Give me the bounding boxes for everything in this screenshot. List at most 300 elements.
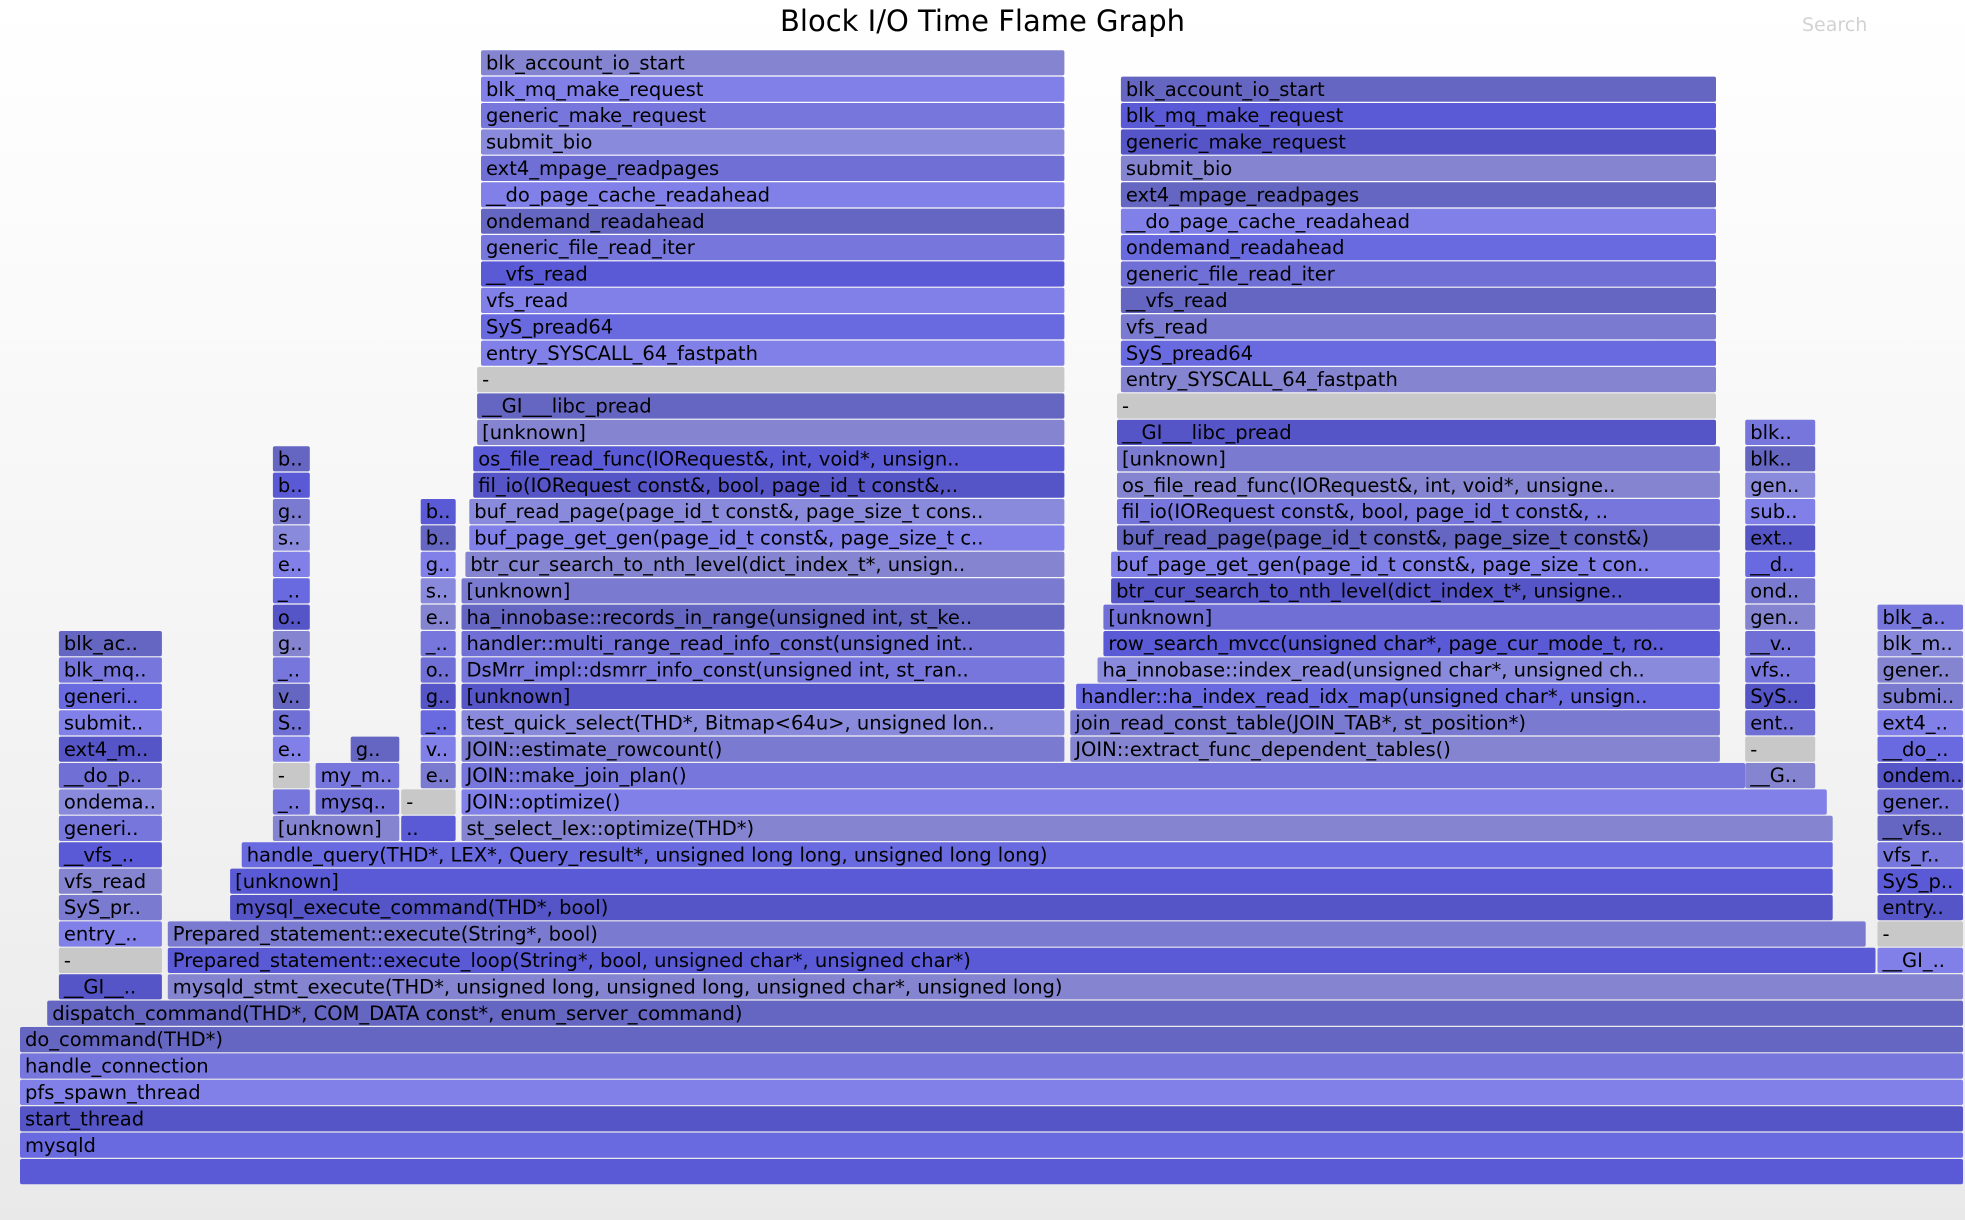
frame-label: handler::multi_range_read_info_const(unsigned int..: [466, 632, 974, 656]
frame-rect[interactable]: [1121, 103, 1716, 128]
frame-25[interactable]: [469, 499, 1064, 524]
frame-16[interactable]: [462, 737, 1065, 762]
frame-rect[interactable]: [421, 499, 456, 524]
frame-rect[interactable]: [1111, 552, 1720, 577]
frame-134[interactable]: [1878, 789, 1964, 814]
frame-67[interactable]: [1121, 103, 1716, 128]
frame-87[interactable]: [273, 710, 310, 735]
frame-rect[interactable]: [1098, 657, 1720, 682]
frame-23[interactable]: [465, 552, 1064, 577]
frame-rect[interactable]: [1121, 367, 1716, 392]
frame-131[interactable]: [1878, 869, 1964, 894]
frame-rect[interactable]: [20, 1159, 1963, 1184]
frame-22[interactable]: [462, 578, 1065, 603]
frame-rect[interactable]: [59, 684, 162, 709]
frame-rect[interactable]: [473, 473, 1064, 498]
frame-rect[interactable]: [168, 921, 1866, 946]
frame-rect[interactable]: [1121, 261, 1716, 286]
frame-61[interactable]: [1121, 261, 1716, 286]
frame-9[interactable]: [168, 921, 1866, 946]
frame-rect[interactable]: [59, 710, 162, 735]
frame-rect[interactable]: [462, 605, 1065, 630]
frame-rect[interactable]: [273, 737, 310, 762]
frame-115[interactable]: [1745, 657, 1815, 682]
frame-0[interactable]: [20, 1159, 1963, 1184]
frame-34[interactable]: [481, 261, 1064, 286]
frame-rect[interactable]: [1117, 473, 1720, 498]
frame-83[interactable]: [273, 816, 399, 841]
frame-rect[interactable]: [273, 789, 310, 814]
frame-rect[interactable]: [273, 631, 310, 656]
frame-31[interactable]: [481, 341, 1064, 366]
frame-rect[interactable]: [481, 209, 1064, 234]
frame-rect[interactable]: [1121, 182, 1716, 207]
frame-rect[interactable]: [481, 314, 1064, 339]
frame-91[interactable]: [273, 605, 310, 630]
frame-107[interactable]: [421, 657, 456, 682]
frame-label: ondema..: [63, 790, 156, 814]
frame-rect[interactable]: [1111, 578, 1720, 603]
frame-rect[interactable]: [273, 473, 310, 498]
frame-78[interactable]: [59, 737, 162, 762]
frame-rect[interactable]: [481, 103, 1064, 128]
frame-103[interactable]: [421, 763, 456, 788]
frame-141[interactable]: [1878, 605, 1964, 630]
frame-52[interactable]: [1117, 499, 1720, 524]
frame-70[interactable]: [59, 948, 162, 973]
frame-rect[interactable]: [1878, 631, 1964, 656]
frame-rect[interactable]: [1878, 921, 1964, 946]
frame-68[interactable]: [1121, 77, 1716, 102]
frame-rect[interactable]: [1878, 605, 1964, 630]
frame-rect[interactable]: [273, 657, 310, 682]
frame-rect[interactable]: [1745, 446, 1815, 471]
frame-rect[interactable]: [316, 789, 400, 814]
frame-rect[interactable]: [59, 974, 162, 999]
frame-label: btr_cur_search_to_nth_level(dict_index_t*, unsign..: [470, 553, 966, 576]
frame-126[interactable]: [1745, 737, 1815, 762]
frame-97[interactable]: [273, 446, 310, 471]
frame-96[interactable]: [273, 473, 310, 498]
frame-79[interactable]: [59, 710, 162, 735]
frame-rect[interactable]: [1070, 710, 1720, 735]
frame-rect[interactable]: [481, 156, 1064, 181]
frame-80[interactable]: [59, 684, 162, 709]
frame-98[interactable]: [316, 789, 400, 814]
frame-15[interactable]: [462, 763, 1746, 788]
frame-125[interactable]: [1745, 710, 1815, 735]
frame-122[interactable]: [1745, 473, 1815, 498]
frame-71[interactable]: [59, 921, 162, 946]
frame-rect[interactable]: [242, 842, 1833, 867]
frame-29[interactable]: [477, 393, 1064, 418]
frame-rect[interactable]: [465, 552, 1064, 577]
frame-rect[interactable]: [1745, 420, 1815, 445]
frame-rect[interactable]: [401, 789, 455, 814]
frame-49[interactable]: [1111, 578, 1720, 603]
frame-124[interactable]: [1745, 420, 1815, 445]
frame-rect[interactable]: [469, 525, 1064, 550]
frame-rect[interactable]: [462, 710, 1065, 735]
frame-136[interactable]: [1878, 737, 1964, 762]
search-button[interactable]: Search: [1802, 14, 1868, 36]
frame-rect[interactable]: [1745, 763, 1815, 788]
frame-label: S..: [277, 711, 303, 735]
frame-rect[interactable]: [481, 288, 1064, 313]
frame-44[interactable]: [1070, 710, 1720, 735]
frame-58[interactable]: [1121, 341, 1716, 366]
frame-7[interactable]: [168, 974, 1963, 999]
frame-rect[interactable]: [59, 948, 162, 973]
frame-rect[interactable]: [1878, 763, 1964, 788]
frame-rect[interactable]: [481, 182, 1064, 207]
frame-rect[interactable]: [1103, 631, 1720, 656]
frame-rect[interactable]: [1121, 341, 1716, 366]
frame-rect[interactable]: [230, 895, 1833, 920]
frame-106[interactable]: [421, 684, 456, 709]
frame-90[interactable]: [273, 631, 310, 656]
frame-75[interactable]: [59, 816, 162, 841]
frame-123[interactable]: [1745, 446, 1815, 471]
frame-rect[interactable]: [59, 842, 162, 867]
frame-rect[interactable]: [421, 737, 456, 762]
frame-rect[interactable]: [421, 657, 456, 682]
frame-39[interactable]: [481, 129, 1064, 154]
frame-37[interactable]: [481, 182, 1064, 207]
frame-rect[interactable]: [316, 763, 400, 788]
frame-rect[interactable]: [1878, 948, 1964, 973]
frame-rect[interactable]: [273, 552, 310, 577]
frame-rect[interactable]: [59, 895, 162, 920]
frame-rect[interactable]: [477, 420, 1064, 445]
frame-17[interactable]: [462, 710, 1065, 735]
frame-45[interactable]: [1076, 684, 1720, 709]
frame-rect[interactable]: [1878, 869, 1964, 894]
frame-140[interactable]: [1878, 631, 1964, 656]
frame-rect[interactable]: [59, 816, 162, 841]
frame-20[interactable]: [462, 631, 1065, 656]
frame-rect[interactable]: [1103, 605, 1720, 630]
frame-rect[interactable]: [462, 578, 1065, 603]
frame-rect[interactable]: [401, 816, 455, 841]
frame-rect[interactable]: [20, 1080, 1963, 1105]
frame-rect[interactable]: [481, 77, 1064, 102]
frame-rect[interactable]: [1121, 77, 1716, 102]
frame-rect[interactable]: [273, 710, 310, 735]
frame-rect[interactable]: [477, 393, 1064, 418]
frame-rect[interactable]: [1745, 684, 1815, 709]
frame-rect[interactable]: [1878, 816, 1964, 841]
frame-117[interactable]: [1745, 605, 1815, 630]
frame-129[interactable]: [1878, 921, 1964, 946]
frame-rect[interactable]: [1878, 684, 1964, 709]
frame-85[interactable]: [273, 763, 310, 788]
frame-47[interactable]: [1103, 631, 1720, 656]
frame-14[interactable]: [462, 789, 1827, 814]
frame-rect[interactable]: [1745, 737, 1815, 762]
frame-rect[interactable]: [469, 499, 1064, 524]
frame-73[interactable]: [59, 869, 162, 894]
frame-label: g..: [355, 737, 381, 761]
frame-1[interactable]: [20, 1133, 1963, 1158]
frame-32[interactable]: [481, 314, 1064, 339]
frame-92[interactable]: [273, 578, 310, 603]
frame-rect[interactable]: [1117, 393, 1716, 418]
frame-65[interactable]: [1121, 156, 1716, 181]
frame-rect[interactable]: [1745, 605, 1815, 630]
frame-rect[interactable]: [421, 552, 456, 577]
frame-rect[interactable]: [230, 869, 1833, 894]
frame-label: SyS_p..: [1882, 869, 1954, 893]
frame-rect[interactable]: [421, 525, 456, 550]
frame-rect[interactable]: [1121, 129, 1716, 154]
frame-5[interactable]: [20, 1027, 1963, 1052]
frame-41[interactable]: [481, 77, 1064, 102]
frame-rect[interactable]: [481, 129, 1064, 154]
frame-66[interactable]: [1121, 129, 1716, 154]
frame-4[interactable]: [20, 1053, 1963, 1078]
frame-133[interactable]: [1878, 816, 1964, 841]
frame-rect[interactable]: [273, 816, 399, 841]
frame-rect[interactable]: [462, 631, 1065, 656]
frame-rect[interactable]: [1745, 552, 1815, 577]
frame-rect[interactable]: [168, 948, 1876, 973]
frame-rect[interactable]: [421, 763, 456, 788]
frame-rect[interactable]: [20, 1133, 1963, 1158]
frame-rect[interactable]: [20, 1053, 1963, 1078]
frame-27[interactable]: [473, 446, 1064, 471]
frame-rect[interactable]: [20, 1106, 1963, 1131]
frame-rect[interactable]: [59, 631, 162, 656]
frame-24[interactable]: [469, 525, 1064, 550]
frame-13[interactable]: [462, 816, 1833, 841]
frame-rect[interactable]: [1117, 525, 1720, 550]
frame-101[interactable]: [401, 816, 455, 841]
frame-36[interactable]: [481, 209, 1064, 234]
frame-72[interactable]: [59, 895, 162, 920]
frame-54[interactable]: [1117, 446, 1720, 471]
frame-100[interactable]: [351, 737, 400, 762]
frame-139[interactable]: [1878, 657, 1964, 682]
frame-64[interactable]: [1121, 182, 1716, 207]
frame-rect[interactable]: [59, 737, 162, 762]
frame-rect[interactable]: [1745, 578, 1815, 603]
frame-rect[interactable]: [273, 684, 310, 709]
frame-rect[interactable]: [1878, 842, 1964, 867]
frame-rect[interactable]: [481, 261, 1064, 286]
frame-55[interactable]: [1117, 420, 1716, 445]
frame-rect[interactable]: [462, 657, 1065, 682]
frame-48[interactable]: [1103, 605, 1720, 630]
frame-rect[interactable]: [47, 1001, 1963, 1026]
frame-rect[interactable]: [473, 446, 1064, 471]
frame-rect[interactable]: [1745, 657, 1815, 682]
frame-109[interactable]: [421, 605, 456, 630]
frame-rect[interactable]: [351, 737, 400, 762]
frame-137[interactable]: [1878, 710, 1964, 735]
frame-rect[interactable]: [1745, 631, 1815, 656]
frame-46[interactable]: [1098, 657, 1720, 682]
frame-135[interactable]: [1878, 763, 1964, 788]
frame-40[interactable]: [481, 103, 1064, 128]
frame-rect[interactable]: [59, 657, 162, 682]
frame-label: SyS_pr..: [63, 896, 141, 920]
frame-74[interactable]: [59, 842, 162, 867]
frame-59[interactable]: [1121, 314, 1716, 339]
frame-88[interactable]: [273, 684, 310, 709]
frame-81[interactable]: [59, 657, 162, 682]
frame-42[interactable]: [481, 50, 1064, 75]
frame-26[interactable]: [473, 473, 1064, 498]
frame-label: os_file_read_func(IORequest&, int, void*, unsign..: [478, 447, 960, 471]
frame-62[interactable]: [1121, 235, 1716, 260]
frame-rect[interactable]: [462, 763, 1746, 788]
frame-rect[interactable]: [168, 974, 1963, 999]
frame-93[interactable]: [273, 552, 310, 577]
frame-rect[interactable]: [1878, 895, 1964, 920]
frame-rect[interactable]: [462, 684, 1065, 709]
frame-77[interactable]: [59, 763, 162, 788]
frame-rect[interactable]: [1745, 525, 1815, 550]
frame-rect[interactable]: [273, 499, 310, 524]
frame-rect[interactable]: [462, 816, 1833, 841]
frame-rect[interactable]: [477, 367, 1064, 392]
frame-60[interactable]: [1121, 288, 1716, 313]
frame-12[interactable]: [242, 842, 1833, 867]
frame-rect[interactable]: [1121, 209, 1716, 234]
frame-label: -: [63, 949, 71, 972]
frame-10[interactable]: [230, 895, 1833, 920]
frame-11[interactable]: [230, 869, 1833, 894]
frame-rect[interactable]: [1878, 710, 1964, 735]
frame-130[interactable]: [1878, 895, 1964, 920]
frame-108[interactable]: [421, 631, 456, 656]
frame-138[interactable]: [1878, 684, 1964, 709]
frame-rect[interactable]: [1076, 684, 1720, 709]
frame-label: [unknown]: [466, 579, 571, 603]
frame-113[interactable]: [421, 499, 456, 524]
frame-rect[interactable]: [20, 1027, 1963, 1052]
frame-3[interactable]: [20, 1080, 1963, 1105]
frame-19[interactable]: [462, 657, 1065, 682]
frame-30[interactable]: [477, 367, 1064, 392]
frame-116[interactable]: [1745, 631, 1815, 656]
frame-rect[interactable]: [1745, 473, 1815, 498]
frame-8[interactable]: [168, 948, 1876, 973]
frame-82[interactable]: [59, 631, 162, 656]
frame-99[interactable]: [316, 763, 400, 788]
frame-51[interactable]: [1117, 525, 1720, 550]
frame-rect[interactable]: [481, 50, 1064, 75]
frame-118[interactable]: [1745, 578, 1815, 603]
frame-label: SyS..: [1750, 685, 1799, 708]
frame-rect[interactable]: [273, 578, 310, 603]
frame-rect[interactable]: [1878, 789, 1964, 814]
frame-104[interactable]: [421, 737, 456, 762]
frame-21[interactable]: [462, 605, 1065, 630]
frame-rect[interactable]: [59, 869, 162, 894]
frame-84[interactable]: [273, 789, 310, 814]
frame-110[interactable]: [421, 578, 456, 603]
frame-rect[interactable]: [462, 789, 1827, 814]
frame-rect[interactable]: [1121, 288, 1716, 313]
frame-6[interactable]: [47, 1001, 1963, 1026]
frame-95[interactable]: [273, 499, 310, 524]
frame-rect[interactable]: [1121, 235, 1716, 260]
frame-rect[interactable]: [1878, 657, 1964, 682]
frame-76[interactable]: [59, 789, 162, 814]
frame-128[interactable]: [1878, 948, 1964, 973]
frame-105[interactable]: [421, 710, 456, 735]
frame-69[interactable]: [59, 974, 162, 999]
frame-89[interactable]: [273, 657, 310, 682]
frame-121[interactable]: [1745, 499, 1815, 524]
frame-rect[interactable]: [421, 631, 456, 656]
frame-rect[interactable]: [1117, 499, 1720, 524]
frame-28[interactable]: [477, 420, 1064, 445]
frame-57[interactable]: [1121, 367, 1716, 392]
frame-56[interactable]: [1117, 393, 1716, 418]
frame-rect[interactable]: [1121, 314, 1716, 339]
frame-rect[interactable]: [481, 341, 1064, 366]
frame-127[interactable]: [1745, 763, 1815, 788]
frame-rect[interactable]: [273, 446, 310, 471]
frame-18[interactable]: [462, 684, 1065, 709]
frame-rect[interactable]: [1745, 710, 1815, 735]
frame-2[interactable]: [20, 1106, 1963, 1131]
frame-label: join_read_const_table(JOIN_TAB*, st_position*): [1075, 711, 1527, 735]
frame-33[interactable]: [481, 288, 1064, 313]
frame-label: _..: [425, 711, 448, 735]
frame-rect[interactable]: [421, 578, 456, 603]
frame-119[interactable]: [1745, 552, 1815, 577]
frame-rect[interactable]: [273, 763, 310, 788]
frame-102[interactable]: [401, 789, 455, 814]
frame-rect[interactable]: [1117, 420, 1716, 445]
frame-rect[interactable]: [1745, 499, 1815, 524]
frame-63[interactable]: [1121, 209, 1716, 234]
frame-rect[interactable]: [59, 921, 162, 946]
frame-rect[interactable]: [1117, 446, 1720, 471]
frame-rect[interactable]: [1070, 737, 1720, 762]
frame-rect[interactable]: [462, 737, 1065, 762]
frame-rect[interactable]: [421, 710, 456, 735]
frame-rect[interactable]: [481, 235, 1064, 260]
frame-111[interactable]: [421, 552, 456, 577]
frame-43[interactable]: [1070, 737, 1720, 762]
frame-114[interactable]: [1745, 684, 1815, 709]
frame-rect[interactable]: [1878, 737, 1964, 762]
frame-label: o..: [277, 605, 302, 629]
frame-rect[interactable]: [59, 789, 162, 814]
frame-86[interactable]: [273, 737, 310, 762]
frame-rect[interactable]: [273, 605, 310, 630]
frame-50[interactable]: [1111, 552, 1720, 577]
frame-rect[interactable]: [273, 525, 310, 550]
frame-label: DsMrr_impl::dsmrr_info_const(unsigned int, st_ran..: [466, 658, 969, 682]
frame-rect[interactable]: [421, 605, 456, 630]
frame-112[interactable]: [421, 525, 456, 550]
frame-rect[interactable]: [1121, 156, 1716, 181]
frame-35[interactable]: [481, 235, 1064, 260]
frame-rect[interactable]: [59, 763, 162, 788]
frame-53[interactable]: [1117, 473, 1720, 498]
frame-94[interactable]: [273, 525, 310, 550]
frame-rect[interactable]: [421, 684, 456, 709]
frame-120[interactable]: [1745, 525, 1815, 550]
frame-38[interactable]: [481, 156, 1064, 181]
frame-132[interactable]: [1878, 842, 1964, 867]
